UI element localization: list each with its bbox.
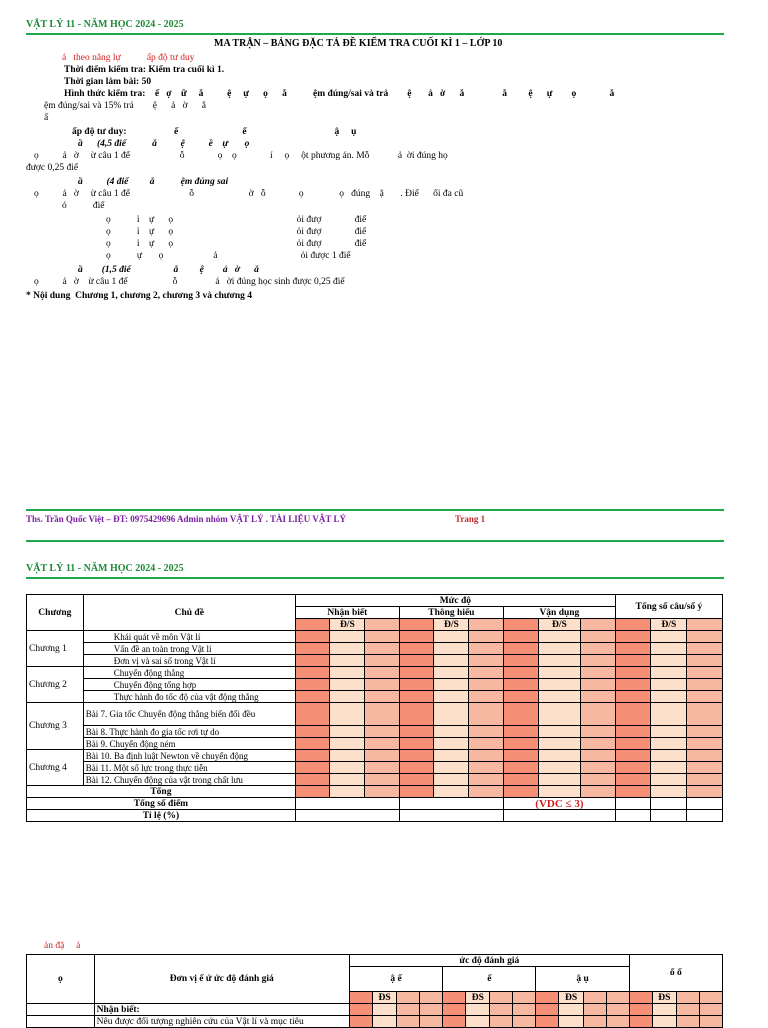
matrix-table [26, 594, 723, 822]
chuong-cell: Chương 3 [27, 703, 84, 750]
row-tile: Tỉ lệ (%) [27, 810, 296, 822]
topic-cell: Bài 8. Thực hành đo gia tốc rơi tự do [83, 726, 295, 738]
chuong-cell: Chương 2 [27, 667, 84, 703]
ds-header: Đ/S [651, 619, 687, 631]
level-header: Nhận biết [295, 607, 399, 619]
doc-line: ấ [44, 113, 49, 123]
spec-row-text: Nêu được đối tượng nghiên cứu của Vật lí và mục tiêu [94, 1016, 349, 1028]
ds-header: Đ/S [330, 619, 365, 631]
topic-cell: Thực hành đo tốc độ của vật động thẳng [83, 691, 295, 703]
topic-cell: Bài 12. Chuyển động của vật trong chất lưu [83, 774, 295, 786]
spec-ds: ĐS [652, 992, 676, 1004]
doc-line: * Nội dung Chương 1, chương 2, chương 3 và chương 4 [26, 291, 252, 301]
doc-line: được 0,25 điể [26, 163, 79, 173]
doc-line: ấp độ tư duy: ế ể ậ ụ [72, 127, 357, 137]
footer-text: Ths. Trần Quốc Việt – ĐT: 0975429696 Admin nhóm VẬT LÝ . TÀI LIỆU VẬT LÝ [26, 514, 346, 524]
spec-sub: ậ ế [349, 967, 442, 992]
doc-line: ọ ỉ ự ọ ỏi đượ điể [106, 227, 367, 237]
topic-cell: Đơn vị và sai số trong Vật lí [83, 655, 295, 667]
topic-cell: Vấn đề an toàn trong Vật lí [83, 643, 295, 655]
doc-line: ọ ả ờ ừ câu 1 để ỗ ờ ỗ ọ ọ đúng ặ . Điể ối đa cũ [34, 189, 464, 199]
spec-ds: ĐS [466, 992, 490, 1004]
spec-sub: ể [443, 967, 536, 992]
spec-col2: Đơn vị ế ứ ức độ đánh giá [94, 955, 349, 1004]
doc-line: Thời điểm kiểm tra: Kiểm tra cuối kì 1. [64, 65, 225, 75]
footer-rule [26, 509, 724, 511]
level-header: Vận dụng [503, 607, 615, 619]
topic-cell: Bài 11. Một số lực trong thực tiễn [83, 762, 295, 774]
doc-title: MA TRẬN – BẢNG ĐẶC TẢ ĐỀ KIỂM TRA CUỐI KÌ 1 – LỚP 10 [214, 38, 503, 49]
doc-line: ọ ả ờ ừ câu 1 để ỗ ả ời đúng học sinh được 0,25 điể [34, 277, 345, 287]
doc-line: Thời gian làm bài: 50 [64, 77, 152, 87]
page2-top-rule [26, 540, 724, 542]
doc-line: ọ ỉ ự ọ ỏi đượ điể [106, 215, 367, 225]
header-rule [26, 33, 724, 35]
topic-cell: Bài 10. Ba định luật Newton về chuyển động [83, 750, 295, 762]
page1-header: VẬT LÝ 11 - NĂM HỌC 2024 - 2025 [26, 19, 184, 30]
row-tongdiem: Tổng số điểm [27, 798, 296, 810]
vdc-note: (VDC ≤ 3) [503, 798, 615, 810]
page-number: Trang 1 [455, 514, 486, 524]
spec-sub: ậ ụ [536, 967, 629, 992]
topic-cell: Bài 9. Chuyển động ném [83, 738, 295, 750]
doc-line: ả theo năng lự ấp độ tư duy [62, 53, 195, 63]
topic-cell: Chuyển động tổng hợp [83, 679, 295, 691]
topic-cell: Khái quát về môn Vật lí [83, 631, 295, 643]
level-header: Thông hiểu [399, 607, 503, 619]
topic-cell: Bài 7. Gia tốc Chuyển động thẳng biến đổi đều [83, 703, 295, 726]
doc-line: ọ ỉ ự ọ ỏi đượ điể [106, 239, 367, 249]
col-header-chuong: Chương [27, 595, 84, 631]
spec-table [26, 954, 723, 1028]
ds-header: Đ/S [434, 619, 469, 631]
page2-header: VẬT LÝ 11 - NĂM HỌC 2024 - 2025 [26, 563, 184, 574]
doc-line: ó điể [62, 201, 105, 211]
spec-ds: ĐS [559, 992, 583, 1004]
spec-col3: ức độ đánh giá [349, 955, 629, 967]
spec-caption: ản đặ ả [44, 941, 81, 951]
doc-line: Hình thức kiểm tra: ế ợ ữ ắ ệ ự ọ ắ ệm đúng/sai và trả ệ ả ờ ắ ắ ệ ự ọ ắ [64, 89, 615, 99]
col-header-tong: Tổng số câu/số ý [615, 595, 722, 619]
chuong-cell: Chương 1 [27, 631, 84, 667]
spec-sub: ổ ố [629, 955, 722, 992]
header-rule [26, 577, 724, 579]
doc-line: ầ (4 điể ắ ệm đúng sai [78, 177, 229, 187]
doc-line: ệm đúng/sai và 15% trả ệ ả ờ ắ [44, 101, 206, 111]
col-header-chude: Chủ đề [83, 595, 295, 631]
doc-line: ọ ự ọ ả ỏi được 1 điể [106, 251, 351, 261]
spec-row-label: Nhận biết: [94, 1004, 349, 1016]
row-tong: Tổng [27, 786, 296, 798]
topic-cell: Chuyển động thẳng [83, 667, 295, 679]
doc-line: ầ (1,5 điể ắ ệ ả ờ ắ [78, 265, 259, 275]
ds-header: Đ/S [538, 619, 581, 631]
chuong-cell: Chương 4 [27, 750, 84, 786]
spec-ds: ĐS [372, 992, 396, 1004]
spec-col1: ọ [27, 955, 95, 1004]
doc-line: ọ ả ờ ừ câu 1 để ỗ ọ ọ í ọ ột phương án. Mỗ ả ời đúng họ [34, 151, 448, 161]
col-header-mucdo: Mức độ [295, 595, 615, 607]
doc-line: ầ (4,5 điể ắ ệ ề ự ọ [78, 139, 250, 149]
